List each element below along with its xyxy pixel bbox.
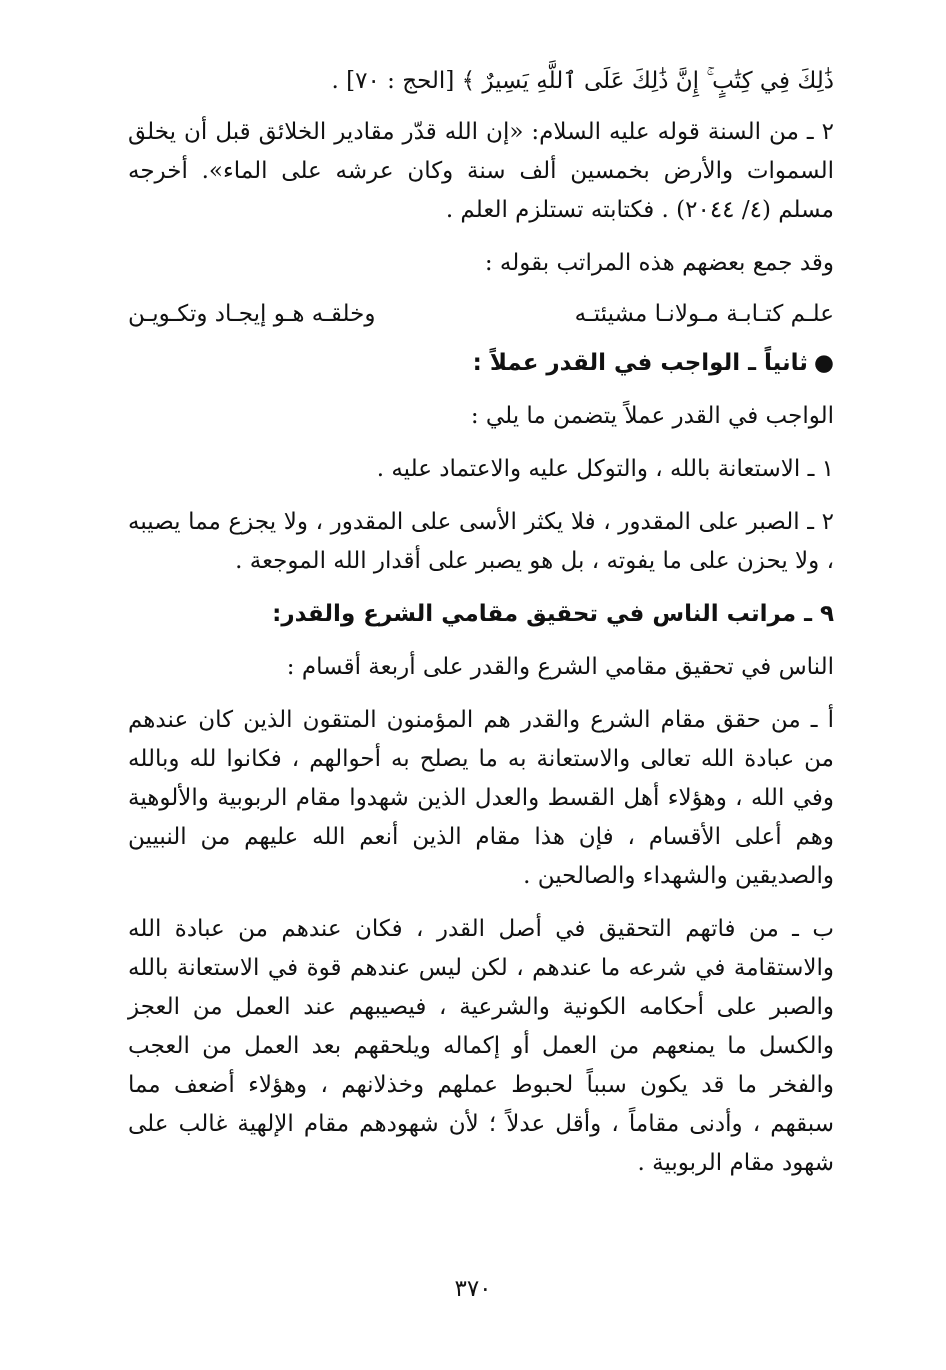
poem-intro: وقد جمع بعضهم هذه المراتب بقوله : [484,250,834,276]
ranks-intro: الناس في تحقيق مقامي الشرع والقدر على أربعة أقسام : [286,654,834,680]
quran-verse-line: ذَٰلِكَ فِي كِتَٰبٍ ۚ إِنَّ ذَٰلِكَ عَلَى ٱللَّهِ يَسِيرٌ ﴾ [الحج : ٧٠] . [331,68,834,94]
page-number: ٣٧٠ [454,1276,492,1302]
section-heading-second [128,344,834,383]
section-heading-ninth: ٩ ـ مراتب الناس في تحقيق مقامي الشرع والقدر: [272,601,834,627]
rank-b-paragraph: ب ـ من فاتهم التحقيق في أصل القدر ، فكان عندهم من عبادة الله والاستقامة في شرعه ما عندهم ، لكن ليس عندهم قوة في الاستعانة بالله والصبر على أحكامه الكونية والشرعية ، فيصيبهم عند العمل من العجز والكسل ما يمنعهم من العمل أو إكماله ويلحقهم بعد العمل من العجب والفخر ما قد يكون سبباً لحبوط عملهم وخذلانهم ، وهؤلاء أضعف مما سبقهم ، وأدنى مقاماً ، وأقل عدلاً ؛ لأن شهودهم مقام الإلهية غالب على شهود مقام الربوبية . [128,916,834,1176]
sunnah-paragraph: ٢ ـ من السنة قوله عليه السلام: «إن الله قدّر مقادير الخلائق قبل أن يخلق السموات والأرض بخمسين ألف سنة وكان عرشه على الماء». أخرجه مسلم (٤/ ٢٠٤٤) . فكتابته تستلزم العلم . [128,119,834,223]
poem-verse [128,295,834,334]
duty-item-2: ٢ ـ الصبر على المقدور ، فلا يكثر الأسى على المقدور ، ولا يجزع مما يصيبه ، ولا يحزن على ما يفوته ، بل هو يصبر على أقدار الله الموجعة . [128,509,834,574]
duty-item-1: ١ ـ الاستعانة بالله ، والتوكل عليه والاعتماد عليه . [376,456,834,482]
bullet-icon: ● [813,350,834,376]
section-heading-text: ثانياً ـ الواجب في القدر عملاً : [472,350,808,376]
poem-first-hemistich: علـم كتـابـة مـولانـا مشيئتـه [574,301,834,327]
duty-intro: الواجب في القدر عملاً يتضمن ما يلي : [470,403,834,429]
poem-second-hemistich: وخلقـه هـو إيجـاد وتكـويـن [128,301,376,327]
rank-a-paragraph: أ ـ من حقق مقام الشرع والقدر هم المؤمنون المتقون الذين كان عندهم من عبادة الله تعالى والاستعانة به ما يصلح به أحوالهم ، فكانوا لله وبالله وفي الله ، وهؤلاء أهل القسط والعدل الذين شهدوا مقام الربوبية والألوهية وهم أعلى الأقسام ، فإن هذا مقام الذين أنعم الله عليهم من النبيين والصديقين والشهداء والصالحين . [128,707,834,889]
